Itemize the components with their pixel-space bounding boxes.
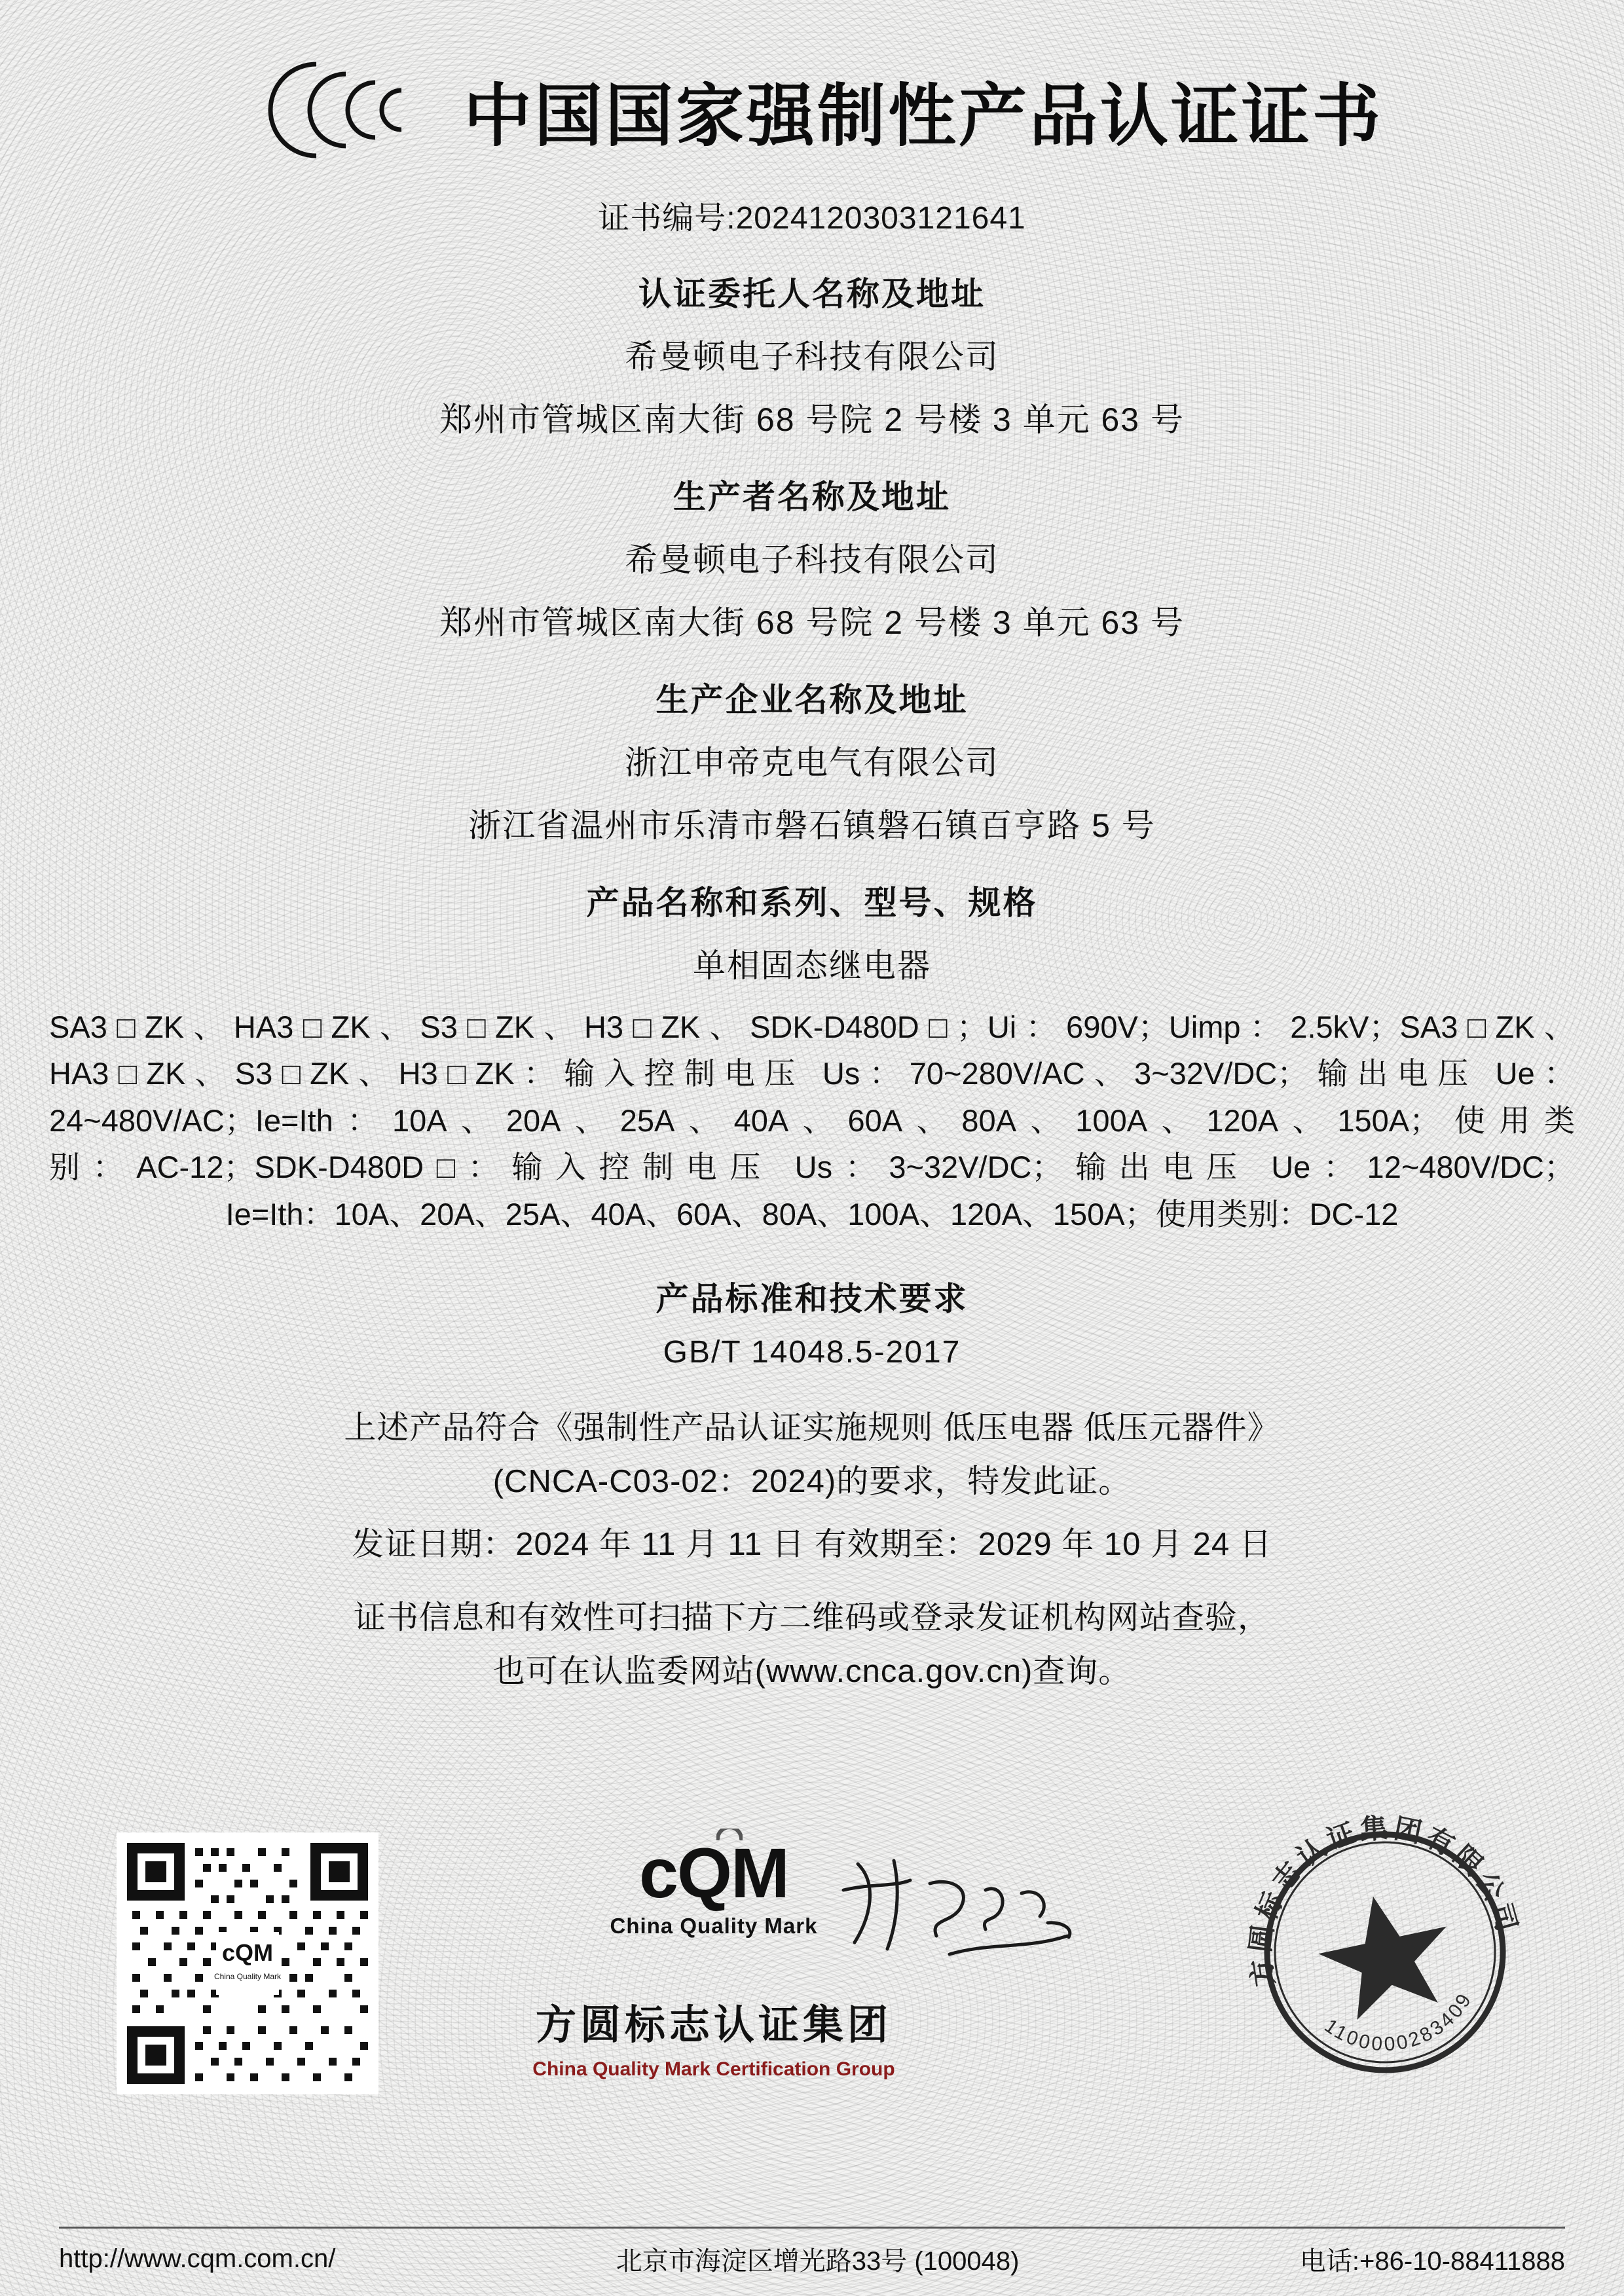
manufacturer-address: 浙江省温州市乐清市磐石镇磐石镇百亨路 5 号 — [468, 807, 1156, 844]
section-heading-product: 产品名称和系列、型号、规格 — [586, 884, 1038, 921]
page-title: 中国国家强制性产品认证证书 — [463, 79, 1383, 155]
cqm-wordmark: cQM — [638, 1833, 789, 1912]
footer-address: 北京市海淀区增光路33号 (100048) — [616, 2247, 1020, 2276]
footer-phone: 电话:+86-10-88411888 — [1299, 2247, 1565, 2276]
svg-text:cQM: cQM — [221, 1939, 274, 1966]
footer-bar — [59, 2227, 1565, 2278]
issuer-name-cn: 方圆标志认证集团 — [535, 2003, 892, 2048]
product-name: 单相固态继电器 — [693, 947, 931, 984]
product-spec-line: SA3□ZK、HA3□ZK、S3□ZK、H3□ZK、SDK-D480D□；Ui：690V；Uimp：2.5kV；SA3□ZK、 — [49, 1010, 1575, 1044]
section-heading-producer: 生产者名称及地址 — [673, 479, 951, 515]
signature-image — [832, 1844, 1107, 1982]
section-heading-applicant: 认证委托人名称及地址 — [638, 276, 986, 312]
producer-address: 郑州市管城区南大街 68 号院 2 号楼 3 单元 63 号 — [439, 604, 1185, 641]
svg-text:1100000283409 — [1318, 1985, 1485, 2069]
certificate-number: 证书编号:2024120303121641 — [598, 201, 1026, 236]
applicant-name: 希曼顿电子科技有限公司 — [625, 338, 999, 375]
official-seal — [1231, 1798, 1539, 2106]
issuer-name-en: China Quality Mark Certification Group — [532, 2058, 895, 2080]
section-heading-standard: 产品标准和技术要求 — [655, 1281, 969, 1318]
issue-validity-dates: 发证日期：2024 年 11 月 11 日 有效期至：2029 年 10 月 24 日 — [352, 1527, 1272, 1563]
seal-number: 1100000283409 — [1320, 1988, 1477, 2056]
producer-name: 希曼顿电子科技有限公司 — [625, 541, 999, 578]
product-spec-line: 24~480V/AC；Ie=Ith：10A、20A、25A、40A、60A、80A、100A、120A、150A；使用类 — [49, 1102, 1575, 1138]
certificate-header — [26, 0, 1598, 175]
qr-code[interactable] — [117, 1832, 378, 2094]
statement-line-1: 上述产品符合《强制性产品认证实施规则 低压电器 低压元器件》 — [344, 1410, 1280, 1446]
statement-line-2: (CNCA-C03-02：2024)的要求，特发此证。 — [492, 1463, 1132, 1499]
product-spec-line: 别：AC-12；SDK-D480D□：输入控制电压 Us：3~32V/DC；输出电压 Ue：12~480V/DC； — [49, 1150, 1575, 1185]
cqm-subtitle: China Quality Mark — [610, 1914, 818, 1938]
product-spec-block — [49, 1004, 1575, 1237]
standard-value: GB/T 14048.5-2017 — [663, 1335, 961, 1370]
manufacturer-name: 浙江申帝克电气有限公司 — [625, 744, 999, 781]
seal-top-text: 方圆标志认证集团有限公司 — [1244, 1812, 1524, 1989]
footer-website[interactable]: http://www.cqm.com.cn/ — [59, 2244, 336, 2273]
cqm-arc-icon — [716, 1829, 743, 1840]
ccc-logo-icon — [241, 45, 437, 175]
product-spec-line: HA3□ZK、S3□ZK、H3□ZK：输入控制电压 Us：70~280V/AC、3~32V/DC；输出电压 Ue： — [49, 1056, 1575, 1091]
section-heading-manufacturer: 生产企业名称及地址 — [655, 682, 969, 718]
applicant-address: 郑州市管城区南大街 68 号院 2 号楼 3 单元 63 号 — [439, 401, 1185, 438]
verify-line-1: 证书信息和有效性可扫描下方二维码或登录发证机构网站查验， — [353, 1600, 1270, 1636]
product-spec-line: Ie=Ith：10A、20A、25A、40A、60A、80A、100A、120A、150A；使用类别：DC-12 — [225, 1196, 1399, 1231]
qr-center-label: China Quality Mark — [213, 1972, 282, 1981]
certificate-footer-zone — [0, 1792, 1624, 2198]
verify-line-2: 也可在认监委网站(www.cnca.gov.cn)查询。 — [492, 1654, 1132, 1690]
